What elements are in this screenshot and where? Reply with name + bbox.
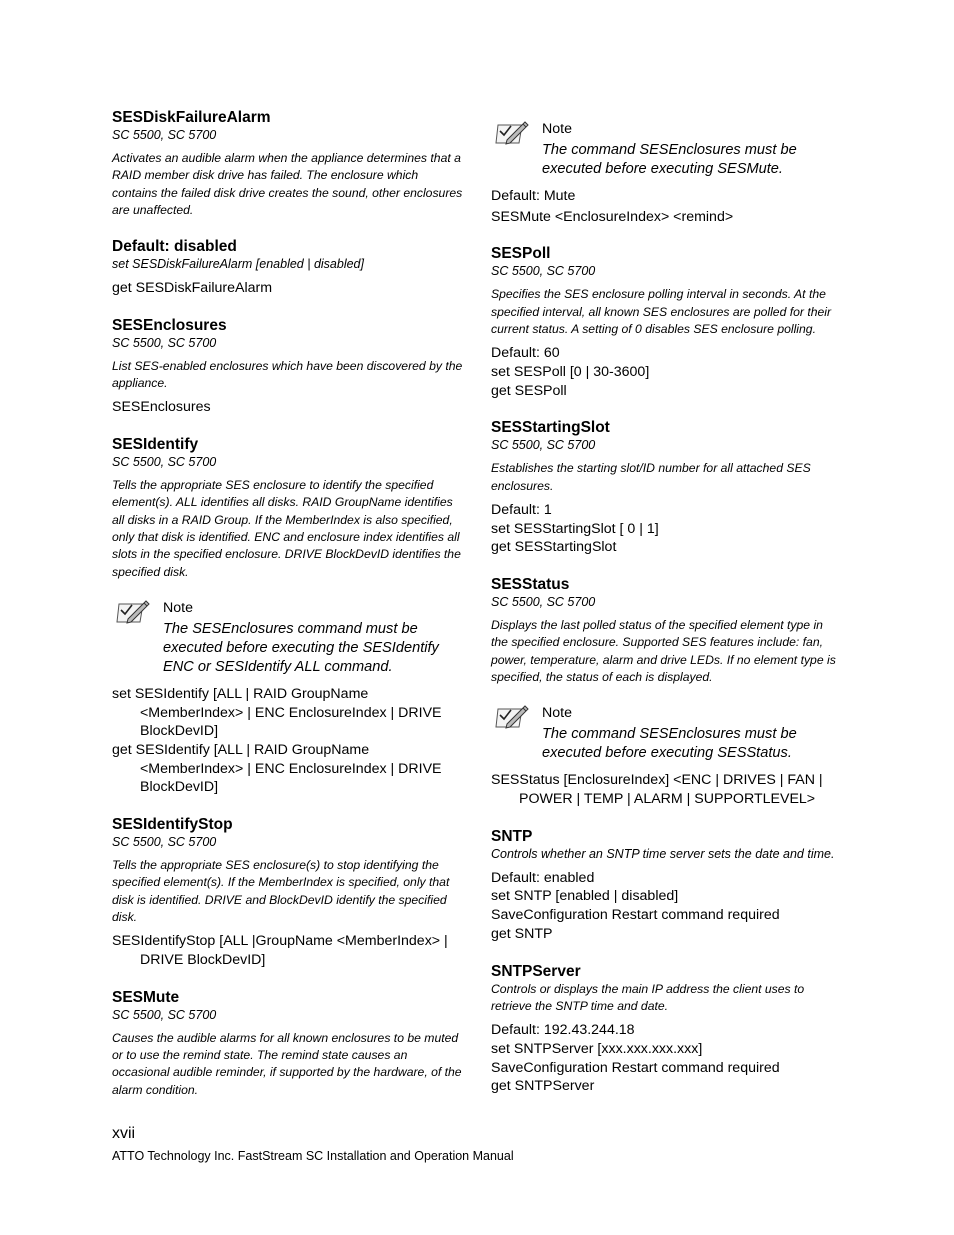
note-box xyxy=(491,704,843,763)
manual-title: ATTO Technology Inc. FastStream SC Installation and Operation Manual xyxy=(112,1149,514,1163)
command-line: SaveConfiguration Restart command required xyxy=(491,907,780,924)
note-pencil-icon xyxy=(116,599,150,625)
command-line: get SNTPServer xyxy=(491,1078,595,1095)
section-description: Tells the appropriate SES enclosure(s) to stop identifying the specified element(s). If the MemberIndex is specified, only that disk is identified. DRIVE and BlockDevID identify the specified disk. xyxy=(112,858,450,925)
command-line: Default: enabled xyxy=(491,869,595,886)
command-lines xyxy=(491,869,843,944)
section-description: Causes the audible alarms for all known enclosures to be muted or to use the remind state. The remind state causes an occasional audible reminder, if supported by the hardware, of the alarm condition. xyxy=(112,1030,462,1097)
section-description: Specifies the SES enclosure polling interval in seconds. At the specified interval, all known SES enclosures are polled for their current status. A setting of 0 disables SES enclosure polling. xyxy=(491,287,832,336)
right-column xyxy=(491,120,843,1114)
section-title: Default: disabled xyxy=(112,238,237,256)
note-label: Note xyxy=(542,705,572,722)
command-lines xyxy=(491,187,843,226)
section-models: SC 5500, SC 5700 xyxy=(491,438,596,453)
section-title: SESPoll xyxy=(491,245,551,263)
section-ses-starting-slot xyxy=(491,418,843,557)
section-title: SNTP xyxy=(491,827,533,845)
section-ses-identify-stop xyxy=(112,815,464,970)
left-column xyxy=(112,108,464,1117)
section-title: SESIdentifyStop xyxy=(112,816,233,834)
note-text: The SESEnclosures command must be executed before executing the SESIdentify ENC or SESIdentify ALL command. xyxy=(163,620,439,675)
note-pencil-icon xyxy=(495,704,529,730)
section-title: SESEnclosures xyxy=(112,316,227,334)
note-label: Note xyxy=(542,121,572,137)
note-text: The command SESEnclosures must be executed before executing SESMute. xyxy=(542,142,797,177)
note-text: The command SESEnclosures must be executed before executing SESStatus. xyxy=(542,726,797,762)
section-description: Controls or displays the main IP address the client uses to retrieve the SNTP time and date. xyxy=(491,981,805,1013)
section-sntp xyxy=(491,827,843,944)
section-description: Tells the appropriate SES enclosure to identify the specified element(s). ALL identifies all disks. RAID GroupName identifies all disks in a RAID Group. If the MemberIndex is also specified, only that disk is identified. ENC and enclosure index identifies all slots in the specified enclosure. DRIVE BlockDevID identifies the specified disk. xyxy=(112,478,461,579)
note-label: Note xyxy=(163,599,193,616)
section-title: SESStatus xyxy=(491,576,570,594)
note-pencil-icon xyxy=(495,120,529,146)
section-models: SC 5500, SC 5700 xyxy=(112,128,217,142)
command-lines xyxy=(491,1021,843,1096)
command-lines xyxy=(112,279,464,298)
section-ses-identify xyxy=(112,435,464,797)
section-models: SC 5500, SC 5700 xyxy=(491,595,596,610)
section-sntp-server xyxy=(491,962,843,1096)
section-title: SESStartingSlot xyxy=(491,419,610,437)
command-line: SESEnclosures xyxy=(112,399,211,416)
page-number: xvii xyxy=(112,1125,136,1142)
command-line: SESStatus [EnclosureIndex] <ENC | DRIVES | FAN | POWER | TEMP | ALARM | SUPPORTLEVEL> xyxy=(491,772,823,807)
section-description: Displays the last polled status of the specified element type in the specified enclosure. Supported SES features include: fan, power, temperature, alarm and drive LEDs. If no element type is specified, the status of each is displayed. xyxy=(491,618,836,684)
section-description: List SES-enabled enclosures which have been discovered by the appliance. xyxy=(112,358,463,391)
section-models: SC 5500, SC 5700 xyxy=(112,1007,217,1022)
section-title: SESIdentify xyxy=(112,436,199,454)
note-box xyxy=(112,599,464,677)
section-ses-status xyxy=(491,575,843,809)
command-line: get SESDiskFailureAlarm xyxy=(112,280,273,297)
page-footer xyxy=(112,1124,514,1164)
section-ses-disk-failure-alarm xyxy=(112,108,464,219)
section-title: SESMute xyxy=(112,988,180,1006)
command-line: set SESPoll [0 | 30-3600] xyxy=(491,364,650,380)
command-lines xyxy=(491,501,843,557)
command-line: Default: 192.43.244.18 xyxy=(491,1022,635,1039)
section-ses-mute xyxy=(112,988,464,1099)
command-line: set SESStartingSlot [ 0 | 1] xyxy=(491,520,659,537)
command-line: set SNTPServer [xxx.xxx.xxx.xxx] xyxy=(491,1040,703,1057)
command-line: get SESStartingSlot xyxy=(491,539,617,556)
section-ses-enclosures xyxy=(112,316,464,417)
section-description: Controls whether an SNTP time server sets the date and time. xyxy=(491,846,835,861)
section-ses-mute-continued xyxy=(491,120,843,226)
command-line: set SNTP [enabled | disabled] xyxy=(491,888,679,905)
command-line: SESIdentifyStop [ALL |GroupName <MemberIndex> | DRIVE BlockDevID] xyxy=(112,933,448,969)
note-box xyxy=(491,120,843,179)
command-lines xyxy=(112,398,464,417)
command-lines xyxy=(491,344,843,400)
section-models: SC 5500, SC 5700 xyxy=(491,264,596,279)
command-line: Default: 60 xyxy=(491,345,560,362)
section-title: SNTPServer xyxy=(491,962,581,980)
section-models: SC 5500, SC 5700 xyxy=(112,835,217,850)
section-models: set SESDiskFailureAlarm [enabled | disabled] xyxy=(112,257,364,272)
section-default-disabled xyxy=(112,237,464,298)
command-line: SESMute <EnclosureIndex> <remind> xyxy=(491,208,734,225)
section-description: Establishes the starting slot/ID number for all attached SES enclosures. xyxy=(491,461,811,493)
section-models: SC 5500, SC 5700 xyxy=(112,335,217,350)
section-models: SC 5500, SC 5700 xyxy=(112,455,217,470)
command-line: set SESIdentify [ALL | RAID GroupName <MemberIndex> | ENC EnclosureIndex | DRIVE BlockDevID] xyxy=(112,685,442,740)
command-line: Default: Mute xyxy=(491,188,576,204)
command-line: get SESIdentify [ALL | RAID GroupName <MemberIndex> | ENC EnclosureIndex | DRIVE BlockDevID] xyxy=(112,742,442,796)
section-title: SESDiskFailureAlarm xyxy=(112,109,271,126)
command-line: Default: 1 xyxy=(491,502,552,518)
command-line: get SNTP xyxy=(491,925,553,942)
section-description: Activates an audible alarm when the appliance determines that a RAID member disk drive has failed. The enclosure which contains the failed disk drive creates the sound, other enclosures are unaffected. xyxy=(112,151,463,217)
section-ses-poll xyxy=(491,244,843,400)
command-line: get SESPoll xyxy=(491,382,567,399)
command-line: SaveConfiguration Restart command required xyxy=(491,1059,780,1076)
